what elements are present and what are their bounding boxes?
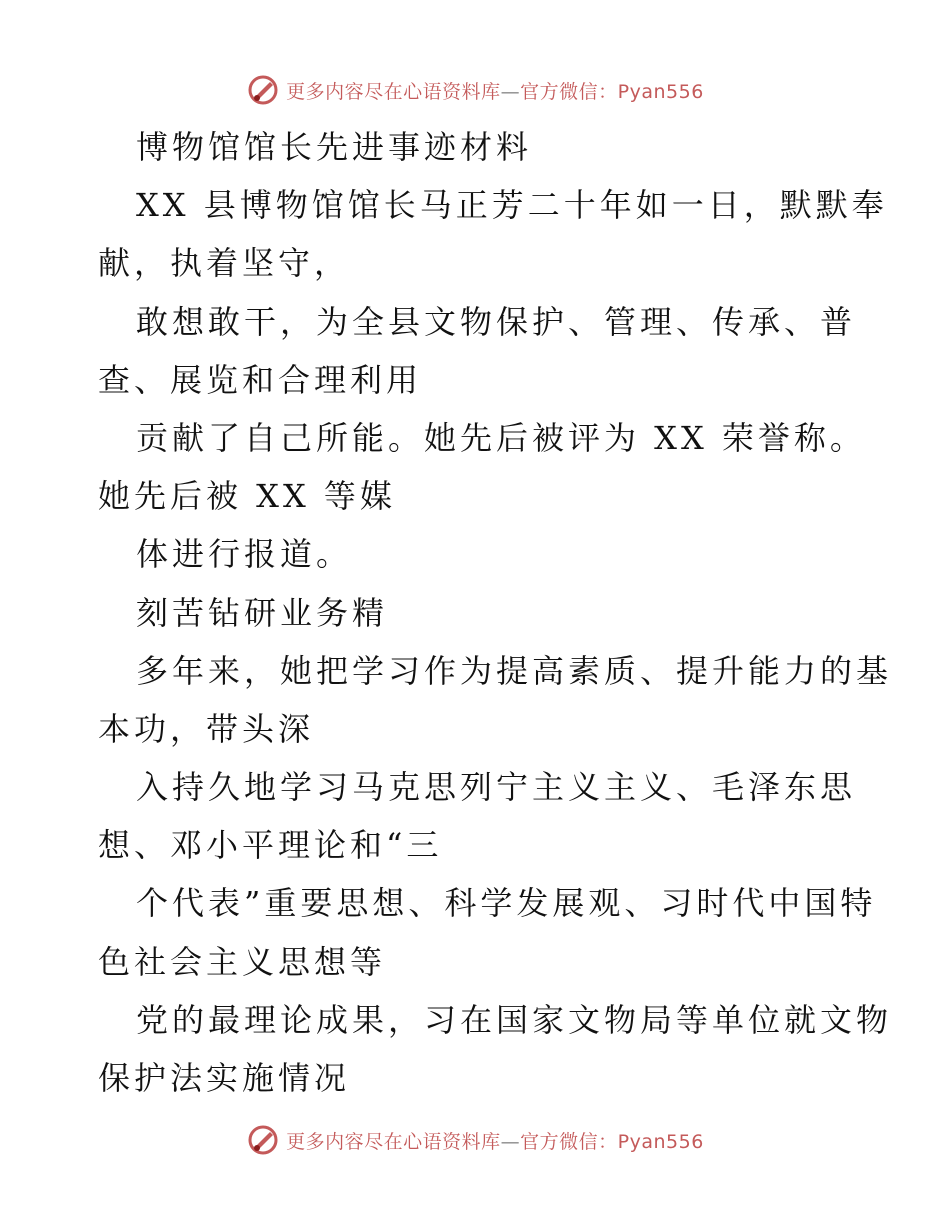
paragraph-line: 敢想敢干，为全县文物保护、管理、传承、普 [136,302,857,341]
paragraph-line: 查、展览和合理利用 [98,360,423,399]
paragraph-line: 色社会主义思想等 [98,942,387,981]
document-body [98,118,893,1107]
document-title: 博物馆馆长先进事迹材料 [136,128,533,166]
brush-logo-icon [246,1123,280,1157]
paragraph-line: 多年来，她把学习作为提高素质、提升能力的基 [136,651,893,690]
paragraph-line: 本功，带头深 [98,709,315,748]
section-heading: 刻苦钻研业务精 [136,593,389,632]
paragraph-line: 贡献了自己所能。她先后被评为 XX 荣誉称。 [136,418,866,457]
header-banner [0,70,950,110]
paragraph-line: 党的最理论成果，习在国家文物局等单位就文物 [136,1000,893,1039]
paragraph-line: 献，执着坚守， [98,244,351,283]
paragraph-line: 个代表”重要思想、科学发展观、习时代中国特 [136,884,877,923]
paragraph-line: 体进行报道。 [136,535,353,574]
paragraph-line: 保护法实施情况 [98,1059,351,1097]
paragraph-line: XX 县博物馆馆长马正芳二十年如一日，默默奉 [136,186,888,225]
paragraph-line: 想、邓小平理论和“三 [98,826,443,865]
header-banner-text: 更多内容尽在心语资料库—官方微信：Pyan556 [286,80,704,103]
paragraph-line: 入持久地学习马克思列宁主义主义、毛泽东思 [136,768,857,807]
paragraph-line: 她先后被 XX 等媒 [98,477,396,516]
footer-banner [0,1120,950,1160]
brush-logo-icon [246,73,280,107]
footer-banner-text: 更多内容尽在心语资料库—官方微信：Pyan556 [286,1130,704,1153]
